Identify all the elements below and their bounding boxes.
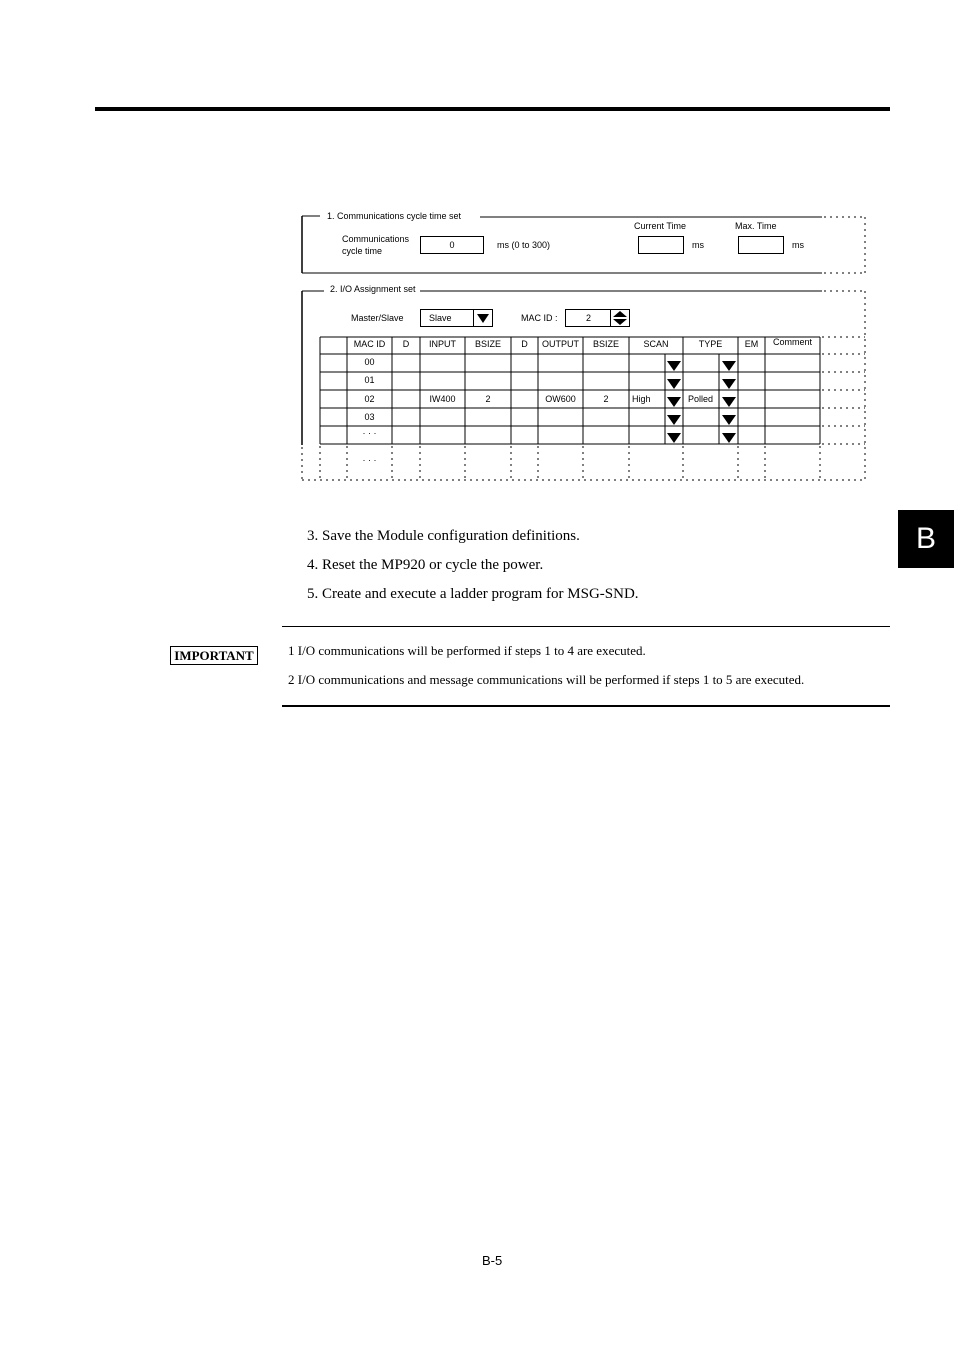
cycle-time-panel-title: 1. Communications cycle time set <box>327 211 462 221</box>
header-rule <box>95 107 890 111</box>
row-mac-id: 00 <box>364 357 375 367</box>
current-time-label: Current Time <box>634 221 687 231</box>
row-output[interactable]: OW600 <box>545 394 576 404</box>
master-slave-select[interactable] <box>420 309 493 327</box>
col-header-bsize-in: BSIZE <box>474 339 501 349</box>
spinner-icon[interactable] <box>610 310 629 326</box>
type-dropdown-icon[interactable] <box>722 412 736 430</box>
row-bsize-in[interactable]: 2 <box>485 394 491 404</box>
important-note-2: 2 I/O communications and message communications will be performed if steps 1 to 5 are executed. <box>288 672 805 687</box>
col-header-mac-id: MAC ID <box>353 339 386 349</box>
cycle-time-label: Communications <box>342 234 410 244</box>
col-header-scan: SCAN <box>643 339 669 349</box>
current-time-field <box>638 236 684 254</box>
row-mac-id: 01 <box>364 375 375 385</box>
col-header-d-out: D <box>521 339 528 349</box>
col-header-input: INPUT <box>429 339 456 349</box>
col-header-type: TYPE <box>698 339 723 349</box>
scan-dropdown-icon[interactable] <box>667 358 681 376</box>
col-header-em: EM <box>744 339 759 349</box>
io-assignment-panel-title: 2. I/O Assignment set <box>330 284 416 294</box>
scan-dropdown-icon[interactable] <box>667 394 681 412</box>
master-slave-value: Slave <box>429 313 452 323</box>
max-time-unit: ms <box>792 240 804 250</box>
max-time-field <box>738 236 784 254</box>
type-dropdown-icon[interactable] <box>722 358 736 376</box>
step-3: 3. Save the Module configuration definitions. <box>307 528 580 544</box>
table-continuation-mac: · · · <box>362 455 377 465</box>
mac-id-stepper[interactable] <box>565 309 630 327</box>
row-mac-id: · · · <box>362 428 377 438</box>
row-bsize-out[interactable]: 2 <box>603 394 609 404</box>
mac-id-label: MAC ID : <box>521 313 558 323</box>
important-note-1: 1 I/O communications will be performed if steps 1 to 4 are executed. <box>288 643 646 658</box>
important-bottom-rule <box>282 705 890 707</box>
row-mac-id: 02 <box>364 394 375 404</box>
mac-id-value: 2 <box>586 313 592 323</box>
max-time-label: Max. Time <box>735 221 777 231</box>
col-header-output: OUTPUT <box>542 339 579 349</box>
col-header-comment: Comment <box>772 337 812 347</box>
important-label: IMPORTANT <box>170 646 258 665</box>
scan-dropdown-icon[interactable] <box>667 412 681 430</box>
col-header-bsize-out: BSIZE <box>592 339 619 349</box>
master-slave-label: Master/Slave <box>351 313 404 323</box>
important-top-rule <box>282 626 890 627</box>
cycle-time-range: ms (0 to 300) <box>497 240 551 250</box>
scan-dropdown-icon[interactable] <box>667 430 681 448</box>
current-time-unit: ms <box>692 240 704 250</box>
row-type[interactable]: Polled <box>688 394 714 404</box>
type-dropdown-icon[interactable] <box>722 430 736 448</box>
row-scan[interactable]: High <box>632 394 651 404</box>
col-header-d-in: D <box>402 339 410 349</box>
type-dropdown-icon[interactable] <box>722 394 736 412</box>
row-mac-id: 03 <box>364 412 375 422</box>
scan-dropdown-icon[interactable] <box>667 376 681 394</box>
step-5: 5. Create and execute a ladder program for MSG-SND. <box>307 586 639 602</box>
page-number: B-5 <box>482 1253 503 1268</box>
type-dropdown-icon[interactable] <box>722 376 736 394</box>
section-tab: B <box>898 510 954 568</box>
cycle-time-input[interactable]: 0 <box>420 236 484 254</box>
step-4: 4. Reset the MP920 or cycle the power. <box>307 557 544 573</box>
cycle-time-label-2: cycle time <box>342 246 383 256</box>
row-input[interactable]: IW400 <box>429 394 456 404</box>
chevron-down-icon[interactable] <box>473 310 492 326</box>
